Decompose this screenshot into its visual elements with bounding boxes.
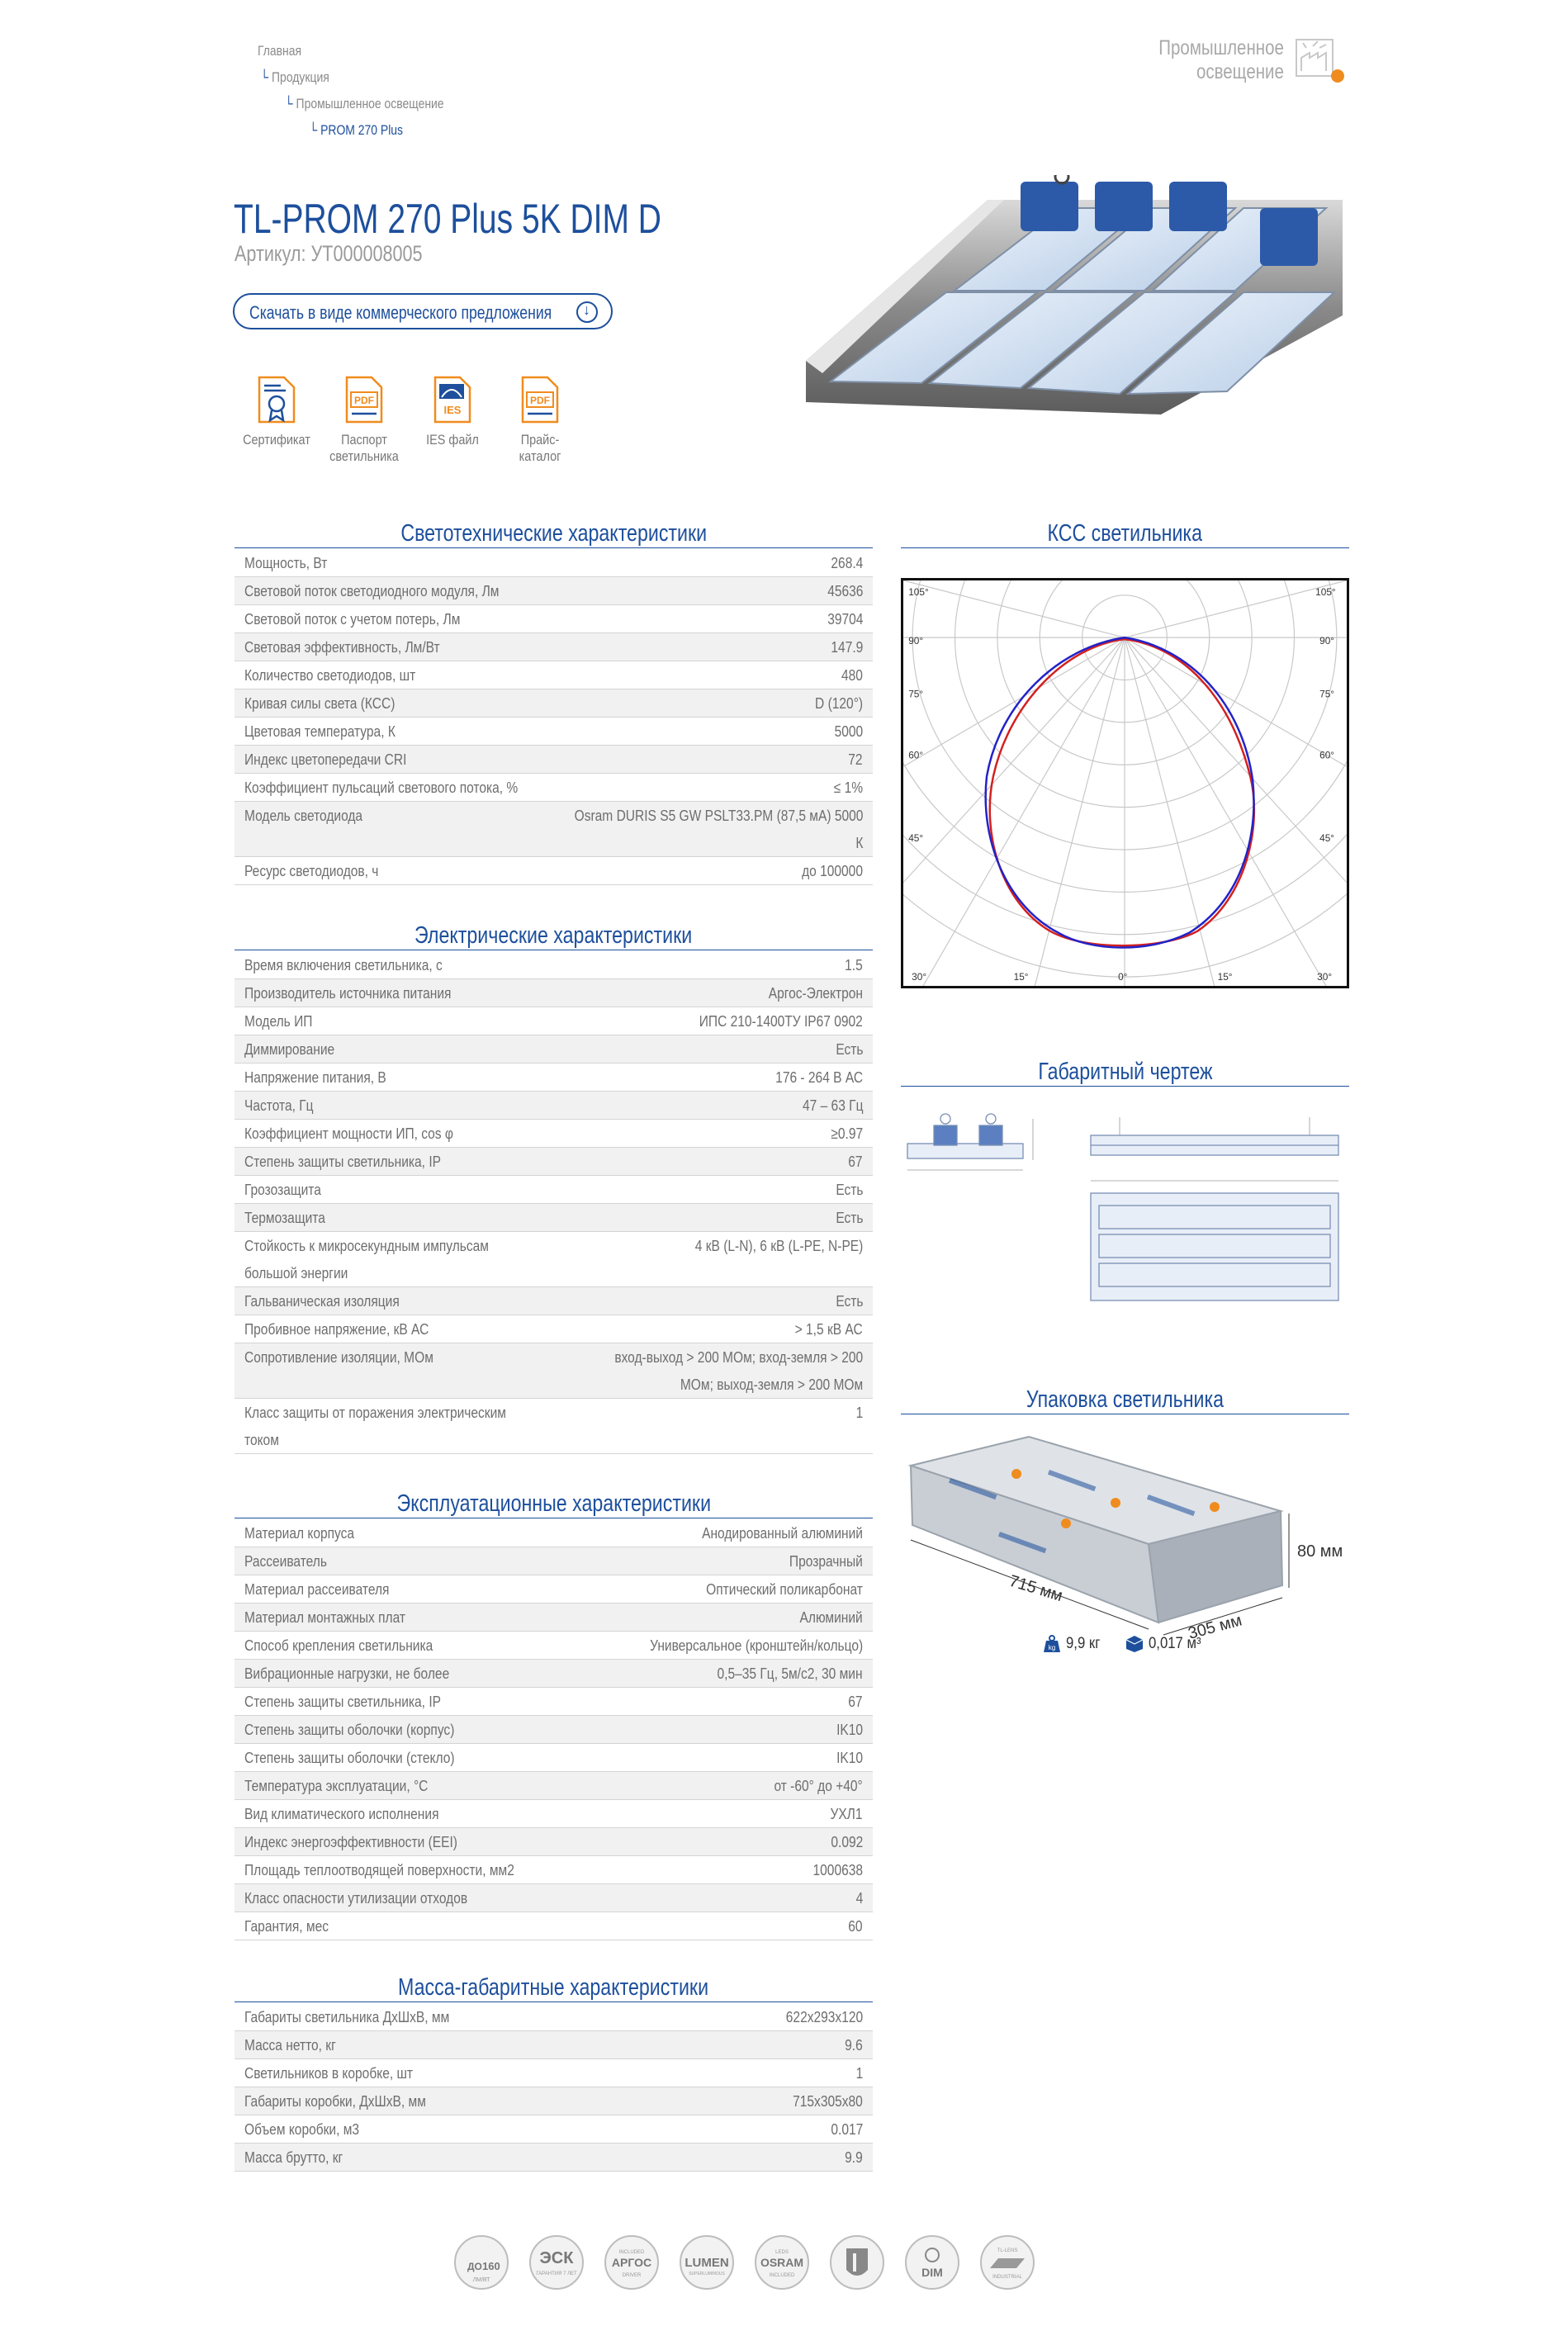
svg-text:TL-LENS: TL-LENS xyxy=(997,2248,1018,2253)
table-row: Коэффициент мощности ИП, cos φ ≥0.97 xyxy=(234,1120,873,1148)
svg-text:ЭСК: ЭСК xyxy=(539,2249,574,2267)
table-row: Способ крепления светильника Универсальное (кронштейн/кольцо) xyxy=(234,1632,873,1660)
dim-badge xyxy=(903,2234,961,2291)
table-row: Модель ИП ИПС 210-1400ТУ IP67 0902 xyxy=(234,1007,873,1035)
svg-text:ДО: ДО xyxy=(467,2261,482,2272)
article-number: Артикул: УТ000008005 xyxy=(234,241,423,266)
table-row: Материал корпуса Анодированный алюминий xyxy=(234,1519,873,1547)
svg-text:105°: 105° xyxy=(908,585,929,598)
svg-text:INCLUDED: INCLUDED xyxy=(769,2273,795,2278)
svg-text:90°: 90° xyxy=(1319,635,1335,647)
svg-text:LUMEN: LUMEN xyxy=(685,2256,729,2270)
category-link[interactable] xyxy=(1148,33,1346,91)
section-title-operation: Эксплуатационные характеристики xyxy=(234,1489,873,1518)
table-row: Модель светодиода Osram DURIS S5 GW PSLT33.PM (87,5 мА) 5000 К xyxy=(234,802,873,857)
svg-text:kg: kg xyxy=(1048,1644,1056,1651)
dimension-drawing xyxy=(901,1102,1349,1319)
svg-text:15°: 15° xyxy=(1217,971,1233,983)
breadcrumb-item-home[interactable]: Главная xyxy=(258,43,302,59)
table-row: Площадь теплоотводящей поверхности, мм2 1000638 xyxy=(234,1856,873,1884)
svg-text:ГАРАНТИЯ 7 ЛЕТ: ГАРАНТИЯ 7 ЛЕТ xyxy=(536,2272,577,2276)
certificate-link[interactable]: Сертификат xyxy=(231,376,322,448)
table-row: Производитель источника питания Аргос-Электрон xyxy=(234,979,873,1007)
svg-text:30°: 30° xyxy=(1317,971,1333,983)
spec-table-light xyxy=(234,549,873,885)
table-row: Диммирование Есть xyxy=(234,1035,873,1064)
table-row: Цветовая температура, К 5000 xyxy=(234,718,873,746)
svg-text:80 мм: 80 мм xyxy=(1297,1542,1343,1561)
spec-table-mass xyxy=(234,2003,873,2172)
package-info xyxy=(1043,1635,1225,1658)
breadcrumb-item-products[interactable]: └ Продукция xyxy=(260,69,329,85)
weight-icon xyxy=(1043,1635,1061,1653)
table-row: Световой поток с учетом потерь, Лм 39704 xyxy=(234,605,873,633)
table-row: Грозозащита Есть xyxy=(234,1176,873,1204)
lumen-badge xyxy=(678,2234,736,2291)
table-row: Степень защиты светильника, IP 67 xyxy=(234,1148,873,1176)
price-catalog-link[interactable]: PDF Прайс-каталог xyxy=(495,376,585,465)
table-row: Световая эффективность, Лм/Вт 147.9 xyxy=(234,633,873,661)
section-title-mass: Масса-габаритные характеристики xyxy=(234,1973,873,2002)
svg-text:75°: 75° xyxy=(908,688,924,700)
svg-text:DIM: DIM xyxy=(921,2266,943,2279)
table-row: Термозащита Есть xyxy=(234,1204,873,1232)
table-row: Стойкость к микросекундным импульсам большой энергии 4 кВ (L-N), 6 кВ (L-PE, N-PE) xyxy=(234,1232,873,1287)
spec-table-electric xyxy=(234,951,873,1454)
section-title-drawing: Габаритный чертеж xyxy=(901,1057,1349,1087)
product-image xyxy=(798,175,1367,423)
svg-text:15°: 15° xyxy=(1013,971,1029,983)
table-row: Ресурс светодиодов, ч до 100000 xyxy=(234,857,873,885)
breadcrumb-item-industrial[interactable]: └ Промышленное освещение xyxy=(284,96,444,111)
table-row: Рассеиватель Прозрачный xyxy=(234,1547,873,1575)
industrial-building-icon xyxy=(1295,33,1346,84)
svg-text:90°: 90° xyxy=(908,635,924,647)
table-row: Частота, Гц 47 – 63 Гц xyxy=(234,1092,873,1120)
svg-text:OSRAM: OSRAM xyxy=(760,2256,804,2269)
osram-badge xyxy=(753,2234,811,2291)
table-row: Количество светодиодов, шт 480 xyxy=(234,661,873,689)
section-title-package: Упаковка светильника xyxy=(901,1385,1349,1414)
spec-table-operation xyxy=(234,1519,873,1940)
table-row: Кривая силы света (КСС) D (120°) xyxy=(234,689,873,718)
ip-protection-badge xyxy=(828,2234,886,2291)
industrial-badge xyxy=(978,2234,1036,2291)
table-row: Масса нетто, кг 9.6 xyxy=(234,2031,873,2059)
polar-diagram xyxy=(901,578,1349,988)
table-row: Индекс цветопередачи CRI 72 xyxy=(234,746,873,774)
svg-text:PDF: PDF xyxy=(530,395,550,406)
svg-text:45°: 45° xyxy=(1319,832,1335,845)
table-row: Степень защиты оболочки (стекло) IK10 xyxy=(234,1744,873,1772)
warranty-5-years-badge xyxy=(452,2234,510,2291)
package-volume: 0,017 м³ xyxy=(1125,1635,1208,1653)
table-row: Сопротивление изоляции, МОм вход-выход > 200 МОм; вход-земля > 200 МОм; выход-земля > 200 МОм xyxy=(234,1343,873,1399)
section-title-light: Светотехнические характеристики xyxy=(234,519,873,548)
section-title-kss: КСС светильника xyxy=(901,519,1349,548)
package-weight: kg 9,9 кг xyxy=(1043,1635,1105,1653)
pdf-icon xyxy=(343,376,385,424)
page-title: TL-PROM 270 Plus 5K DIM D xyxy=(234,196,661,242)
svg-text:160: 160 xyxy=(482,2260,500,2272)
table-row: Материал монтажных плат Алюминий xyxy=(234,1604,873,1632)
table-row: Вид климатического исполнения УХЛ1 xyxy=(234,1800,873,1828)
table-row: Гарантия, мес 60 xyxy=(234,1912,873,1940)
svg-text:ЛМ/ВТ: ЛМ/ВТ xyxy=(472,2277,490,2283)
svg-text:0°: 0° xyxy=(1118,971,1128,983)
passport-link[interactable]: PDF Паспорт светильника xyxy=(319,376,410,465)
svg-text:60°: 60° xyxy=(1319,749,1335,761)
svg-text:АРГОС: АРГОС xyxy=(611,2256,652,2269)
svg-text:30°: 30° xyxy=(912,971,927,983)
breadcrumb-item-current: └ PROM 270 Plus xyxy=(309,122,404,138)
svg-text:SUPERLUMINOUS: SUPERLUMINOUS xyxy=(689,2272,725,2276)
certificate-icon xyxy=(256,376,297,424)
table-row: Класс защиты от поражения электрическим током 1 xyxy=(234,1399,873,1454)
table-row: Степень защиты оболочки (корпус) IK10 xyxy=(234,1716,873,1744)
table-row: Напряжение питания, В 176 - 264 В АС xyxy=(234,1064,873,1092)
ies-file-link[interactable]: IES IES файл xyxy=(407,376,498,448)
svg-text:305 мм: 305 мм xyxy=(1186,1611,1244,1643)
svg-text:75°: 75° xyxy=(1319,688,1335,700)
table-row: Мощность, Вт 268.4 xyxy=(234,549,873,577)
svg-text:PDF: PDF xyxy=(354,395,374,406)
table-row: Масса брутто, кг 9.9 xyxy=(234,2144,873,2172)
svg-text:IES: IES xyxy=(443,404,462,416)
category-label: Промышленное освещение xyxy=(1158,36,1284,83)
table-row: Коэффициент пульсаций светового потока, % ≤ 1% xyxy=(234,774,873,802)
svg-text:LEDS: LEDS xyxy=(775,2250,789,2255)
table-row: Габариты коробки, ДхШхВ, мм 715х305х80 xyxy=(234,2087,873,2115)
table-row: Класс опасности утилизации отходов 4 xyxy=(234,1884,873,1912)
argos-driver-badge xyxy=(603,2234,661,2291)
table-row: Гальваническая изоляция Есть xyxy=(234,1287,873,1315)
breadcrumb xyxy=(258,38,485,144)
svg-text:INCLUDED: INCLUDED xyxy=(618,2250,645,2255)
table-row: Пробивное напряжение, кВ АС > 1,5 кВ АС xyxy=(234,1315,873,1343)
svg-text:INDUSTRIAL: INDUSTRIAL xyxy=(992,2275,1022,2280)
box-icon xyxy=(1125,1635,1144,1653)
table-row: Вибрационные нагрузки, не более 0,5–35 Гц, 5м/с2, 30 мин xyxy=(234,1660,873,1688)
svg-text:105°: 105° xyxy=(1315,585,1336,598)
section-title-electric: Электрические характеристики xyxy=(234,921,873,950)
table-row: Материал рассеивателя Оптический поликарбонат xyxy=(234,1575,873,1604)
package-image xyxy=(901,1433,1363,1656)
table-row: Габариты светильника ДхШхВ, мм 622х293х120 xyxy=(234,2003,873,2031)
feature-badges xyxy=(452,2234,1130,2300)
table-row: Степень защиты светильника, IP 67 xyxy=(234,1688,873,1716)
svg-text:DRIVER: DRIVER xyxy=(622,2273,642,2278)
download-offer-button[interactable]: Скачать в виде коммерческого предложения ↓ xyxy=(233,293,613,329)
table-row: Световой поток светодиодного модуля, Лм 45636 xyxy=(234,577,873,605)
table-row: Время включения светильника, с 1.5 xyxy=(234,951,873,979)
table-row: Температура эксплуатации, °C от -60° до +40° xyxy=(234,1772,873,1800)
download-icon xyxy=(576,301,598,323)
svg-text:715 мм: 715 мм xyxy=(1007,1571,1065,1606)
table-row: Индекс энергоэффективности (EEI) 0.092 xyxy=(234,1828,873,1856)
esk-badge xyxy=(528,2234,585,2291)
ies-icon xyxy=(432,376,473,424)
pdf-icon xyxy=(519,376,561,424)
svg-text:45°: 45° xyxy=(908,832,924,845)
table-row: Объем коробки, м3 0.017 xyxy=(234,2115,873,2144)
svg-text:60°: 60° xyxy=(908,749,924,761)
table-row: Светильников в коробке, шт 1 xyxy=(234,2059,873,2087)
